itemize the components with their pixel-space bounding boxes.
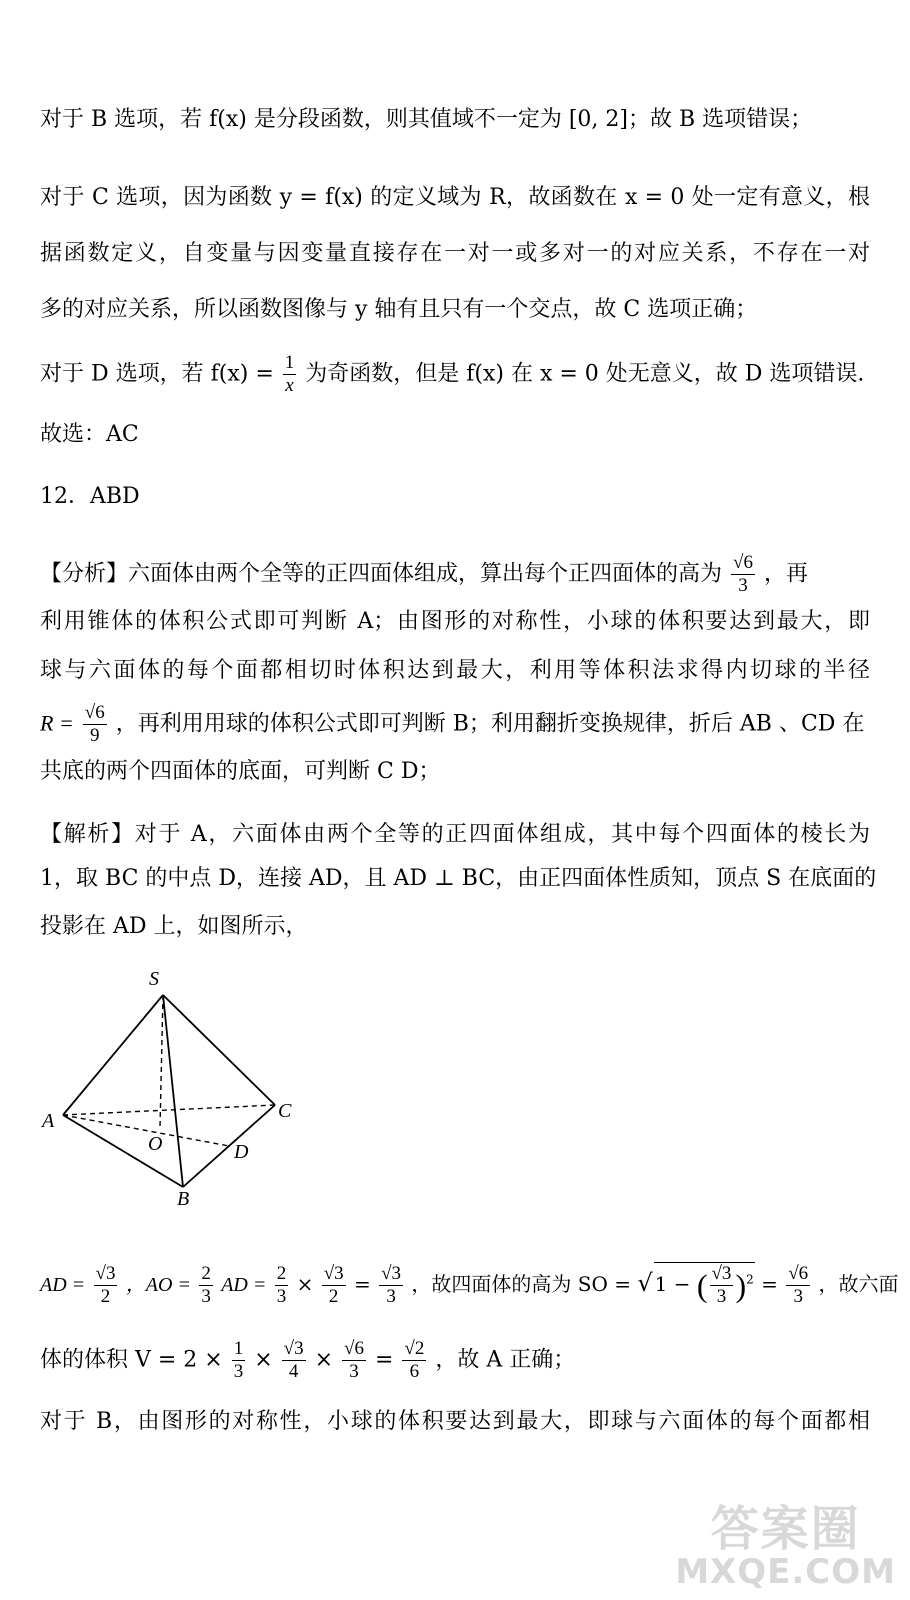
calc-2-suffix: ，故 A 正确； — [435, 1347, 576, 1373]
analysis-1-prefix: 【分析】六面体由两个全等的正四面体组成，算出每个正四面体的高为 — [40, 561, 723, 587]
watermark-logo: 答案圈 — [710, 1501, 861, 1557]
fraction-denominator: 6 — [409, 1361, 420, 1382]
fraction-denominator: 3 — [386, 1286, 396, 1307]
edge-sc — [163, 995, 275, 1105]
text-line-b-part-1: 对于 B，由图形的对称性，小球的体积要达到最大，即球与六面体的每个面都相 — [40, 1409, 870, 1434]
fraction-two-thirds-b — [275, 1263, 289, 1308]
text-line-analysis-5: 共底的两个四面体的底面，可判断 C D； — [40, 759, 441, 784]
fraction-denominator: 9 — [90, 725, 100, 746]
edge-sa — [63, 995, 163, 1115]
fraction-numerator: √2 — [404, 1338, 425, 1359]
edge-bc — [183, 1105, 275, 1187]
text-line-answer-11: 故选：AC — [40, 422, 139, 447]
text-line-solution-3: 投影在 AD 上，如图所示， — [40, 914, 308, 939]
fraction-numerator: √6 — [84, 702, 105, 723]
equals-sign: = — [761, 1272, 778, 1296]
fraction-numerator: √6 — [788, 1263, 809, 1284]
label-a: A — [42, 1110, 55, 1132]
fraction-numerator: √6 — [733, 552, 753, 573]
equals-sign: = — [374, 1347, 394, 1373]
fraction-sqrt6-over-3-c — [342, 1338, 366, 1383]
fraction-numerator: √3 — [283, 1338, 304, 1359]
times-sign: × — [254, 1347, 273, 1373]
fraction-sqrt2-over-6 — [402, 1338, 426, 1383]
text-line-analysis-3: 球与六面体的每个面都相切时体积达到最大，利用等体积法求得内切球的半径 — [40, 658, 870, 683]
watermark-url: MXQE.COM — [675, 1552, 896, 1592]
d-option-prefix: 对于 D 选项，若 f(x) = — [40, 361, 274, 387]
fraction-numerator: 2 — [201, 1263, 211, 1284]
fraction-one-third — [232, 1338, 246, 1383]
fraction-denominator: 3 — [349, 1361, 359, 1382]
fraction-sqrt3-over-3 — [379, 1263, 403, 1308]
text-line-c-option-1: 对于 C 选项，因为函数 y = f(x) 的定义域为 R，故函数在 x = 0 处一定有意义，根 — [40, 185, 870, 210]
fraction-denominator: 3 — [793, 1286, 803, 1307]
label-o: O — [148, 1133, 163, 1155]
fraction-numerator: √3 — [381, 1263, 402, 1284]
text-line-analysis-2: 利用锥体的体积公式即可判断 A；由图形的对称性，小球的体积要达到最大，即 — [40, 609, 870, 634]
fraction-denominator: 3 — [233, 1361, 244, 1382]
analysis-4-suffix: ，再利用用球的体积公式即可判断 B；利用翻折变换规律，折后 AB 、CD 在 — [115, 711, 865, 737]
fraction-sqrt3-over-3-b — [710, 1263, 734, 1308]
question-12-header: 12．ABD — [40, 484, 140, 509]
times-sign: × — [314, 1347, 334, 1373]
label-b: B — [177, 1188, 190, 1210]
fraction-numerator: 2 — [276, 1263, 287, 1284]
fraction-sqrt6-over-3-b — [786, 1263, 810, 1308]
calc-2-prefix: 体的体积 V = 2 × — [40, 1347, 223, 1373]
equals-sign: = — [353, 1272, 371, 1296]
calc-1-tail: ，故六面 — [818, 1272, 899, 1296]
segment-so-hidden — [160, 995, 163, 1127]
sqrt-expression: √ — [637, 1269, 653, 1297]
calc-1-ad-label: AD = — [40, 1274, 86, 1296]
fraction-denominator: 2 — [328, 1286, 339, 1307]
fraction-numerator: 1 — [233, 1338, 244, 1359]
text-line-calc-2 — [40, 1338, 870, 1383]
fraction-numerator: √6 — [344, 1338, 364, 1359]
text-line-b-option: 对于 B 选项，若 f(x) 是分段函数，则其值域不一定为 [0, 2]；故 B 选项错误； — [40, 107, 813, 132]
fraction-sqrt3-over-4 — [282, 1338, 306, 1383]
fraction-denominator: 3 — [738, 575, 748, 596]
analysis-1-suffix: ，再 — [763, 561, 808, 587]
edge-ab — [63, 1115, 183, 1187]
text-line-c-option-2: 据函数定义，自变量与因变量直接存在一对一或多对一的对应关系，不存在一对 — [40, 241, 870, 266]
fraction-numerator: √3 — [95, 1263, 116, 1284]
fraction-denominator: 4 — [288, 1361, 299, 1382]
fraction-denominator: 3 — [716, 1286, 727, 1307]
text-line-solution-1: 【解析】对于 A，六面体由两个全等的正四面体组成，其中每个四面体的棱长为 — [40, 822, 870, 847]
text-line-analysis-1 — [40, 552, 870, 597]
calc-1-ao-label: ，AO = — [125, 1274, 191, 1296]
text-line-c-option-3: 多的对应关系，所以函数图像与 y 轴有且只有一个交点，故 C 选项正确； — [40, 297, 758, 322]
edge-sb — [163, 995, 183, 1187]
label-d: D — [234, 1141, 249, 1163]
fraction-numerator: √3 — [711, 1263, 732, 1284]
fraction-denominator: 3 — [201, 1286, 211, 1307]
label-s: S — [149, 968, 159, 990]
fraction-denominator: 2 — [100, 1286, 111, 1307]
fraction-denominator: 3 — [276, 1286, 287, 1307]
fraction-sqrt3-over-2-b — [322, 1263, 346, 1308]
fraction-sqrt6-over-9 — [83, 702, 107, 747]
analysis-4-prefix: R = — [40, 710, 74, 736]
fraction-one-over-x — [283, 352, 297, 397]
fraction-denominator: x — [285, 375, 294, 396]
d-option-suffix: 为奇函数，但是 f(x) 在 x = 0 处无意义，故 D 选项错误. — [305, 361, 865, 387]
fraction-sqrt6-over-3 — [731, 552, 755, 597]
text-line-solution-2: 1，取 BC 的中点 D，连接 AD，且 AD ⊥ BC，由正四面体性质知，顶点 S 在底面的 — [40, 866, 877, 891]
times-sign: × — [296, 1272, 314, 1296]
calc-1-height-text: ，故四面体的高为 SO = — [411, 1272, 631, 1296]
fraction-two-thirds — [199, 1263, 213, 1308]
tetrahedron-figure — [38, 965, 298, 1215]
fraction-sqrt3-over-2 — [94, 1263, 118, 1308]
calc-1-ad-mid: AD = — [221, 1274, 267, 1296]
label-c: C — [278, 1100, 292, 1122]
tetrahedron-diagram — [38, 965, 298, 1215]
text-line-analysis-4 — [40, 702, 870, 747]
fraction-numerator: 1 — [284, 352, 295, 373]
watermark — [675, 1501, 896, 1592]
radicand: 1 − ( $\frac{√3}{3}$ )$^2$ — [654, 1263, 754, 1307]
edge-ac-hidden — [63, 1105, 275, 1115]
text-line-d-option — [40, 352, 870, 397]
fraction-numerator: √3 — [323, 1263, 344, 1284]
text-line-calc-1 — [40, 1262, 899, 1308]
